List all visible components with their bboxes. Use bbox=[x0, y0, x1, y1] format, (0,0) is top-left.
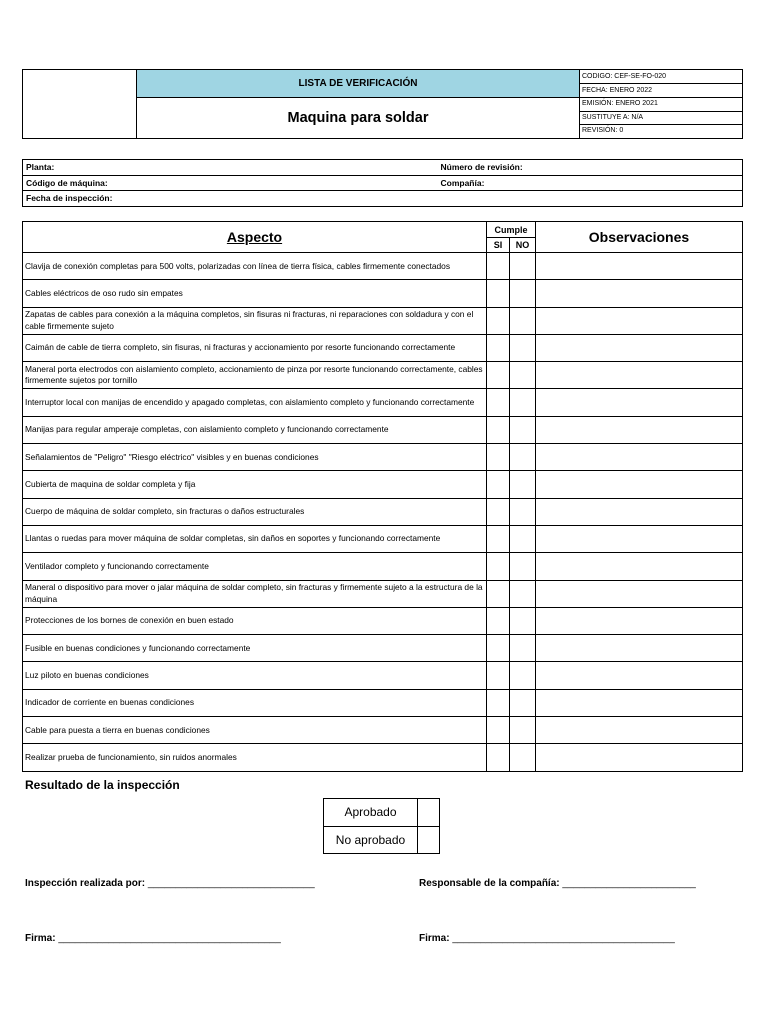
checklist-item-text: Interruptor local con manijas de encendido y apagado completas, con aislamiento completo y funcionando correctamente bbox=[23, 389, 487, 416]
checklist-item-text: Manijas para regular amperaje completas, con aislamiento completo y funcionando correctamente bbox=[23, 416, 487, 443]
aprobado-label: Aprobado bbox=[324, 799, 418, 827]
checklist-item-text: Maneral porta electrodos con aislamiento completo, accionamiento de pinza por resorte funcionando correctamente, cables firmemente sujetos por tornillo bbox=[23, 362, 487, 389]
firma-inspector-line[interactable]: ________________________________________ bbox=[58, 933, 281, 944]
si-checkbox[interactable] bbox=[487, 498, 510, 525]
si-checkbox[interactable] bbox=[487, 444, 510, 471]
no-checkbox[interactable] bbox=[510, 744, 536, 771]
codigo-maquina-field[interactable]: Código de máquina: bbox=[23, 175, 438, 191]
observaciones-cell[interactable] bbox=[536, 607, 743, 634]
checklist-row bbox=[23, 662, 743, 689]
firma-inspector-label: Firma: bbox=[25, 933, 56, 944]
checklist-row bbox=[23, 362, 743, 389]
si-checkbox[interactable] bbox=[487, 717, 510, 744]
checklist-row bbox=[23, 553, 743, 580]
cumple-header: Cumple bbox=[487, 222, 536, 238]
si-checkbox[interactable] bbox=[487, 416, 510, 443]
si-checkbox[interactable] bbox=[487, 307, 510, 334]
no-checkbox[interactable] bbox=[510, 525, 536, 552]
checklist-item-text: Indicador de corriente en buenas condiciones bbox=[23, 689, 487, 716]
inspeccion-realizada-line[interactable]: ______________________________ bbox=[147, 878, 315, 889]
meta-emision: EMISIÓN: ENERO 2021 bbox=[580, 98, 743, 112]
checklist-row bbox=[23, 689, 743, 716]
checklist-row bbox=[23, 525, 743, 552]
observaciones-cell[interactable] bbox=[536, 525, 743, 552]
si-checkbox[interactable] bbox=[487, 253, 510, 280]
no-checkbox[interactable] bbox=[510, 416, 536, 443]
meta-codigo: CODIGO: CEF-SE-FO-020 bbox=[580, 70, 743, 84]
si-header: SI bbox=[487, 238, 510, 253]
si-checkbox[interactable] bbox=[487, 607, 510, 634]
checklist-item-text: Cable para puesta a tierra en buenas condiciones bbox=[23, 717, 487, 744]
si-checkbox[interactable] bbox=[487, 362, 510, 389]
observaciones-cell[interactable] bbox=[536, 717, 743, 744]
checklist-item-text: Ventilador completo y funcionando correctamente bbox=[23, 553, 487, 580]
si-checkbox[interactable] bbox=[487, 389, 510, 416]
no-aprobado-label: No aprobado bbox=[324, 826, 418, 854]
checklist-item-text: Cables eléctricos de oso rudo sin empates bbox=[23, 280, 487, 307]
observaciones-cell[interactable] bbox=[536, 362, 743, 389]
firma-responsable-line[interactable]: ________________________________________ bbox=[452, 933, 675, 944]
responsable-compania bbox=[419, 878, 696, 889]
observaciones-cell[interactable] bbox=[536, 744, 743, 771]
no-checkbox[interactable] bbox=[510, 307, 536, 334]
si-checkbox[interactable] bbox=[487, 525, 510, 552]
checklist-row bbox=[23, 444, 743, 471]
checklist-item-text: Maneral o dispositivo para mover o jalar máquina de soldar completo, sin fracturas y firmemente sujeto a la estructura de la máquina bbox=[23, 580, 487, 607]
checklist-item-text: Clavija de conexión completas para 500 volts, polarizadas con línea de tierra física, cables firmemente conectados bbox=[23, 253, 487, 280]
observaciones-cell[interactable] bbox=[536, 689, 743, 716]
no-checkbox[interactable] bbox=[510, 389, 536, 416]
plant-info-table bbox=[22, 159, 743, 207]
no-checkbox[interactable] bbox=[510, 444, 536, 471]
result-table bbox=[323, 798, 440, 854]
aprobado-checkbox[interactable] bbox=[418, 799, 440, 827]
observaciones-cell[interactable] bbox=[536, 444, 743, 471]
checklist-item-text: Protecciones de los bornes de conexión en buen estado bbox=[23, 607, 487, 634]
meta-sustituye: SUSTITUYE A: N/A bbox=[580, 111, 743, 125]
checklist-row bbox=[23, 334, 743, 361]
checklist-row bbox=[23, 471, 743, 498]
si-checkbox[interactable] bbox=[487, 553, 510, 580]
no-aprobado-checkbox[interactable] bbox=[418, 826, 440, 854]
planta-field[interactable]: Planta: bbox=[23, 160, 438, 176]
checklist-row bbox=[23, 607, 743, 634]
observaciones-header: Observaciones bbox=[536, 222, 743, 253]
inspeccion-realizada-label: Inspección realizada por: bbox=[25, 878, 146, 889]
firma-responsable-label: Firma: bbox=[419, 933, 450, 944]
firma-responsable bbox=[419, 933, 675, 944]
observaciones-cell[interactable] bbox=[536, 389, 743, 416]
document-title: LISTA DE VERIFICACIÓN bbox=[137, 70, 580, 98]
checklist-item-text: Llantas o ruedas para mover máquina de soldar completas, sin daños en soportes y funcionando correctamente bbox=[23, 525, 487, 552]
si-checkbox[interactable] bbox=[487, 744, 510, 771]
document-subtitle: Maquina para soldar bbox=[137, 98, 580, 139]
checklist-row bbox=[23, 635, 743, 662]
no-checkbox[interactable] bbox=[510, 553, 536, 580]
inspeccion-realizada bbox=[25, 878, 315, 889]
no-checkbox[interactable] bbox=[510, 362, 536, 389]
checklist-row bbox=[23, 498, 743, 525]
responsable-compania-line[interactable]: ________________________ bbox=[562, 878, 696, 889]
no-checkbox[interactable] bbox=[510, 717, 536, 744]
si-checkbox[interactable] bbox=[487, 662, 510, 689]
no-checkbox[interactable] bbox=[510, 498, 536, 525]
observaciones-cell[interactable] bbox=[536, 498, 743, 525]
checklist-item-text: Luz piloto en buenas condiciones bbox=[23, 662, 487, 689]
si-checkbox[interactable] bbox=[487, 280, 510, 307]
firma-inspector bbox=[25, 933, 281, 944]
si-checkbox[interactable] bbox=[487, 689, 510, 716]
si-checkbox[interactable] bbox=[487, 580, 510, 607]
si-checkbox[interactable] bbox=[487, 635, 510, 662]
observaciones-cell[interactable] bbox=[536, 307, 743, 334]
checklist-row bbox=[23, 280, 743, 307]
no-checkbox[interactable] bbox=[510, 334, 536, 361]
document-header bbox=[22, 69, 743, 139]
checklist-row bbox=[23, 389, 743, 416]
observaciones-cell[interactable] bbox=[536, 635, 743, 662]
checklist-item-text: Caimán de cable de tierra completo, sin fisuras, ni fracturas y accionamiento por resorte funcionando correctamente bbox=[23, 334, 487, 361]
checklist-table bbox=[22, 221, 743, 772]
checklist-item-text: Señalamientos de "Peligro" "Riesgo eléctrico" visibles y en buenas condiciones bbox=[23, 444, 487, 471]
no-checkbox[interactable] bbox=[510, 662, 536, 689]
numero-revision-field[interactable]: Número de revisión: bbox=[438, 160, 743, 176]
checklist-item-text: Realizar prueba de funcionamiento, sin ruidos anormales bbox=[23, 744, 487, 771]
aspecto-header: Aspecto bbox=[23, 222, 487, 253]
checklist-row bbox=[23, 416, 743, 443]
no-checkbox[interactable] bbox=[510, 471, 536, 498]
no-checkbox[interactable] bbox=[510, 280, 536, 307]
result-label: Resultado de la inspección bbox=[25, 778, 180, 792]
observaciones-cell[interactable] bbox=[536, 416, 743, 443]
checklist-row bbox=[23, 253, 743, 280]
checklist-row bbox=[23, 580, 743, 607]
observaciones-cell[interactable] bbox=[536, 553, 743, 580]
observaciones-cell[interactable] bbox=[536, 253, 743, 280]
observaciones-cell[interactable] bbox=[536, 471, 743, 498]
observaciones-cell[interactable] bbox=[536, 280, 743, 307]
checklist-row bbox=[23, 717, 743, 744]
checklist-row bbox=[23, 744, 743, 771]
meta-fecha: FECHA: ENERO 2022 bbox=[580, 84, 743, 98]
no-checkbox[interactable] bbox=[510, 253, 536, 280]
compania-field[interactable]: Compañía: bbox=[438, 175, 743, 191]
checklist-item-text: Cuerpo de máquina de soldar completo, sin fracturas o daños estructurales bbox=[23, 498, 487, 525]
observaciones-cell[interactable] bbox=[536, 662, 743, 689]
si-checkbox[interactable] bbox=[487, 471, 510, 498]
checklist-item-text: Fusible en buenas condiciones y funcionando correctamente bbox=[23, 635, 487, 662]
responsable-compania-label: Responsable de la compañía: bbox=[419, 878, 560, 889]
no-checkbox[interactable] bbox=[510, 689, 536, 716]
no-checkbox[interactable] bbox=[510, 580, 536, 607]
checklist-item-text: Zapatas de cables para conexión a la máquina completos, sin fisuras ni fracturas, ni reparaciones con soldadura y con el cable firmemente sujeto bbox=[23, 307, 487, 334]
fecha-inspeccion-field[interactable]: Fecha de inspección: bbox=[23, 191, 743, 207]
checklist-row bbox=[23, 307, 743, 334]
checklist-item-text: Cubierta de maquina de soldar completa y fija bbox=[23, 471, 487, 498]
no-checkbox[interactable] bbox=[510, 635, 536, 662]
observaciones-cell[interactable] bbox=[536, 334, 743, 361]
observaciones-cell[interactable] bbox=[536, 580, 743, 607]
meta-revision: REVISIÓN: 0 bbox=[580, 125, 743, 139]
no-checkbox[interactable] bbox=[510, 607, 536, 634]
si-checkbox[interactable] bbox=[487, 334, 510, 361]
no-header: NO bbox=[510, 238, 536, 253]
logo-area bbox=[23, 70, 137, 139]
